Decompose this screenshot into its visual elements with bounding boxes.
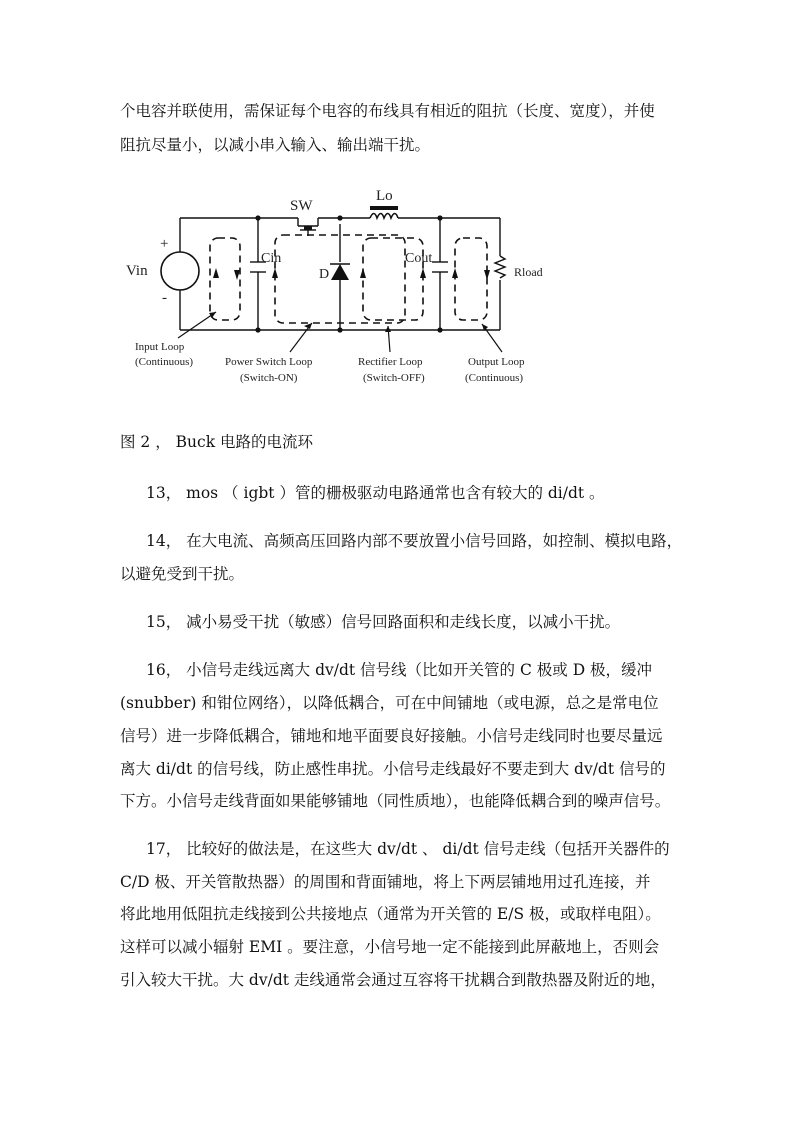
paragraph-line: 下方。小信号走线背面如果能够铺地（同性质地），也能降低耦合到的噪声信号。 [120, 792, 671, 810]
output-loop [455, 238, 487, 320]
paragraph-line: 信号）进一步降低耦合，铺地和地平面要良好接触。小信号走线同时也要尽量远 [120, 727, 663, 745]
paragraph-line: 将此地用低阻抗走线接到公共接地点（通常为开关管的 E/S 极，或取样电阻）。 [120, 905, 661, 923]
figure-caption: 图 2 ， Buck 电路的电流环 [120, 433, 314, 451]
power-switch-loop-sublabel: (Switch-ON) [240, 372, 298, 384]
paragraph-line: C/D 极、开关管散热器）的周围和背面铺地，将上下两层铺地用过孔连接，并 [120, 873, 651, 891]
diode-label: D [319, 267, 330, 282]
paragraph-line: 16， 小信号走线远离大 dv/dt 信号线（比如开关管的 C 极或 D 极，缓冲 [146, 661, 653, 679]
rectifier-loop-sublabel: (Switch-OFF) [363, 372, 425, 384]
input-loop [210, 238, 240, 320]
paragraph-line: 阻抗尽量小，以减小串入输入、输出端干扰。 [120, 136, 431, 154]
paragraph-line: 17， 比较好的做法是，在这些大 dv/dt 、 di/dt 信号走线（包括开关器件的 [146, 840, 670, 858]
paragraph-line: 14， 在大电流、高频高压回路内部不要放置小信号回路，如控制、模拟电路， [146, 532, 683, 550]
diode-icon [331, 264, 349, 280]
paragraph-line: (snubber) 和钳位网络），以降低耦合，可在中间铺地（或电源，总之是常电位 [120, 694, 659, 712]
paragraph-line: 个电容并联使用，需保证每个电容的布线具有相近的阻抗（长度、宽度），并使 [120, 102, 655, 120]
paragraph-line: 以避免受到干扰。 [120, 565, 245, 583]
paragraph-line: 离大 di/dt 的信号线，防止感性串扰。小信号走线最好不要走到大 dv/dt 信号的 [120, 760, 666, 778]
paragraph-line: 引入较大干扰。大 dv/dt 走线通常会通过互容将干扰耦合到散热器及附近的地， [120, 971, 666, 989]
input-loop-sublabel: (Continuous) [135, 356, 194, 368]
output-loop-sublabel: (Continuous) [465, 372, 524, 384]
switch-label: SW [290, 198, 313, 214]
vin-label: Vin [126, 263, 148, 279]
cin-label: Cin [261, 251, 282, 266]
rload-label: Rload [514, 265, 543, 279]
minus-label: - [162, 290, 167, 306]
inductor-label: Lo [376, 188, 393, 204]
input-loop-label: Input Loop [135, 341, 185, 353]
inductor-icon [370, 214, 398, 219]
power-switch-loop-label: Power Switch Loop [225, 356, 313, 368]
buck-circuit-figure [120, 180, 560, 390]
rectifier-loop-label: Rectifier Loop [358, 356, 423, 368]
output-loop-label: Output Loop [468, 356, 525, 368]
plus-label: + [160, 236, 169, 252]
paragraph-line: 这样可以减小辐射 EMI 。要注意，小信号地一定不能接到此屏蔽地上，否则会 [120, 938, 660, 956]
cout-label: Cout [405, 251, 433, 266]
paragraph-line: 15， 减小易受干扰（敏感）信号回路面积和走线长度，以减小干扰。 [146, 613, 621, 631]
paragraph-line: 13， mos （ igbt ）管的栅极驱动电路通常也含有较大的 di/dt 。 [146, 484, 605, 502]
source-icon [161, 252, 199, 290]
resistor-icon [495, 256, 505, 278]
